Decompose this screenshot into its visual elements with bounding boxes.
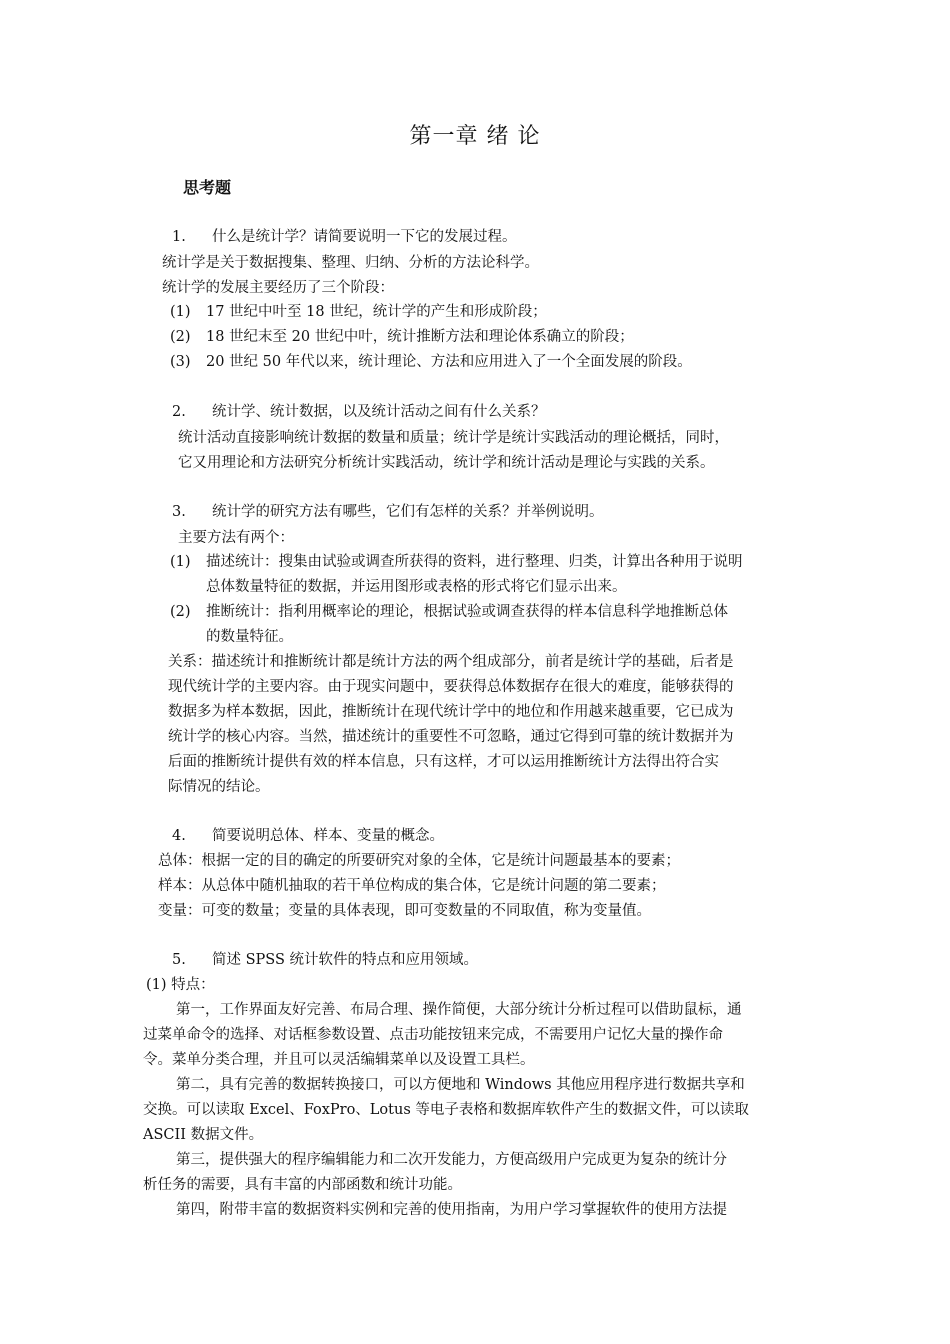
paragraph-line: 过菜单命令的选择、对话框参数设置、点击功能按钮来完成，不需要用户记忆大量的操作命 <box>143 1027 723 1043</box>
list-item-number: (3) <box>170 354 191 370</box>
answer-line: 现代统计学的主要内容。由于现实问题中，要获得总体数据存在很大的难度，能够获得的 <box>168 679 734 695</box>
paragraph-line: 令。菜单分类合理，并且可以灵活编辑菜单以及设置工具栏。 <box>143 1052 535 1068</box>
answer-line: 统计学是关于数据搜集、整理、归纳、分析的方法论科学。 <box>162 255 539 271</box>
paragraph-line: 第四，附带丰富的数据资料实例和完善的使用指南，为用户学习掌握软件的使用方法提 <box>176 1202 727 1218</box>
paragraph-line: 交换。可以读取 Excel、FoxPro、Lotus 等电子表格和数据库软件产生的数据文件，可以读取 <box>143 1102 749 1118</box>
list-item-number: (2) <box>170 329 191 345</box>
sub-heading: (1) 特点： <box>146 977 215 993</box>
answer-line: 统计学的发展主要经历了三个阶段： <box>162 280 394 296</box>
question-text: 什么是统计学？请简要说明一下它的发展过程。 <box>212 229 517 245</box>
list-item-text: 总体数量特征的数据，并运用图形或表格的形式将它们显示出来。 <box>206 579 627 595</box>
list-item-number: (2) <box>170 604 191 620</box>
answer-line: 主要方法有两个： <box>178 530 294 546</box>
answer-line: 关系：描述统计和推断统计都是统计方法的两个组成部分，前者是统计学的基础，后者是 <box>168 654 734 670</box>
question-number: 5. <box>172 952 186 968</box>
list-item-number: (1) <box>170 304 191 320</box>
question-number: 1. <box>172 229 186 245</box>
answer-line: 统计学的核心内容。当然，描述统计的重要性不可忽略，通过它得到可靠的统计数据并为 <box>168 729 734 745</box>
question-text: 统计学的研究方法有哪些，它们有怎样的关系？并举例说明。 <box>212 504 604 520</box>
answer-line: 数据多为样本数据，因此，推断统计在现代统计学中的地位和作用越来越重要，它已成为 <box>168 704 734 720</box>
question-text: 简要说明总体、样本、变量的概念。 <box>212 828 444 844</box>
paragraph-line: 析任务的需要，具有丰富的内部函数和统计功能。 <box>143 1177 462 1193</box>
answer-line: 际情况的结论。 <box>168 779 270 795</box>
list-item-text: 17 世纪中叶至 18 世纪，统计学的产生和形成阶段； <box>206 304 547 320</box>
list-item-text: 推断统计：指利用概率论的理论，根据试验或调查获得的样本信息科学地推断总体 <box>206 604 728 620</box>
answer-line: 总体：根据一定的目的确定的所要研究对象的全体，它是统计问题最基本的要素； <box>158 853 680 869</box>
paragraph-line: ASCII 数据文件。 <box>143 1127 264 1143</box>
question-number: 2. <box>172 404 186 420</box>
question-number: 3. <box>172 504 186 520</box>
list-item-number: (1) <box>170 554 191 570</box>
paragraph-line: 第一，工作界面友好完善、布局合理、操作简便，大部分统计分析过程可以借助鼠标，通 <box>176 1002 742 1018</box>
list-item-text: 20 世纪 50 年代以来，统计理论、方法和应用进入了一个全面发展的阶段。 <box>206 354 692 370</box>
answer-line: 它又用理论和方法研究分析统计实践活动，统计学和统计活动是理论与实践的关系。 <box>178 455 715 471</box>
chapter-title: 第一章 绪 论 <box>409 124 541 149</box>
answer-line: 后面的推断统计提供有效的样本信息，只有这样，才可以运用推断统计方法得出符合实 <box>168 754 719 770</box>
question-number: 4. <box>172 828 186 844</box>
list-item-text: 18 世纪末至 20 世纪中叶，统计推断方法和理论体系确立的阶段； <box>206 329 634 345</box>
list-item-text: 描述统计：搜集由试验或调查所获得的资料，进行整理、归类，计算出各种用于说明 <box>206 554 743 570</box>
answer-line: 变量：可变的数量；变量的具体表现，即可变数量的不同取值，称为变量值。 <box>158 903 651 919</box>
answer-line: 样本：从总体中随机抽取的若干单位构成的集合体，它是统计问题的第二要素； <box>158 878 666 894</box>
question-text: 统计学、统计数据，以及统计活动之间有什么关系？ <box>212 404 546 420</box>
paragraph-line: 第三，提供强大的程序编辑能力和二次开发能力，方便高级用户完成更为复杂的统计分 <box>176 1152 727 1168</box>
paragraph-line: 第二，具有完善的数据转换接口，可以方便地和 Windows 其他应用程序进行数据共享和 <box>176 1077 745 1093</box>
section-heading: 思考题 <box>183 178 232 197</box>
question-text: 简述 SPSS 统计软件的特点和应用领域。 <box>212 952 479 968</box>
list-item-text: 的数量特征。 <box>206 629 293 645</box>
answer-line: 统计活动直接影响统计数据的数量和质量；统计学是统计实践活动的理论概括，同时， <box>178 430 729 446</box>
